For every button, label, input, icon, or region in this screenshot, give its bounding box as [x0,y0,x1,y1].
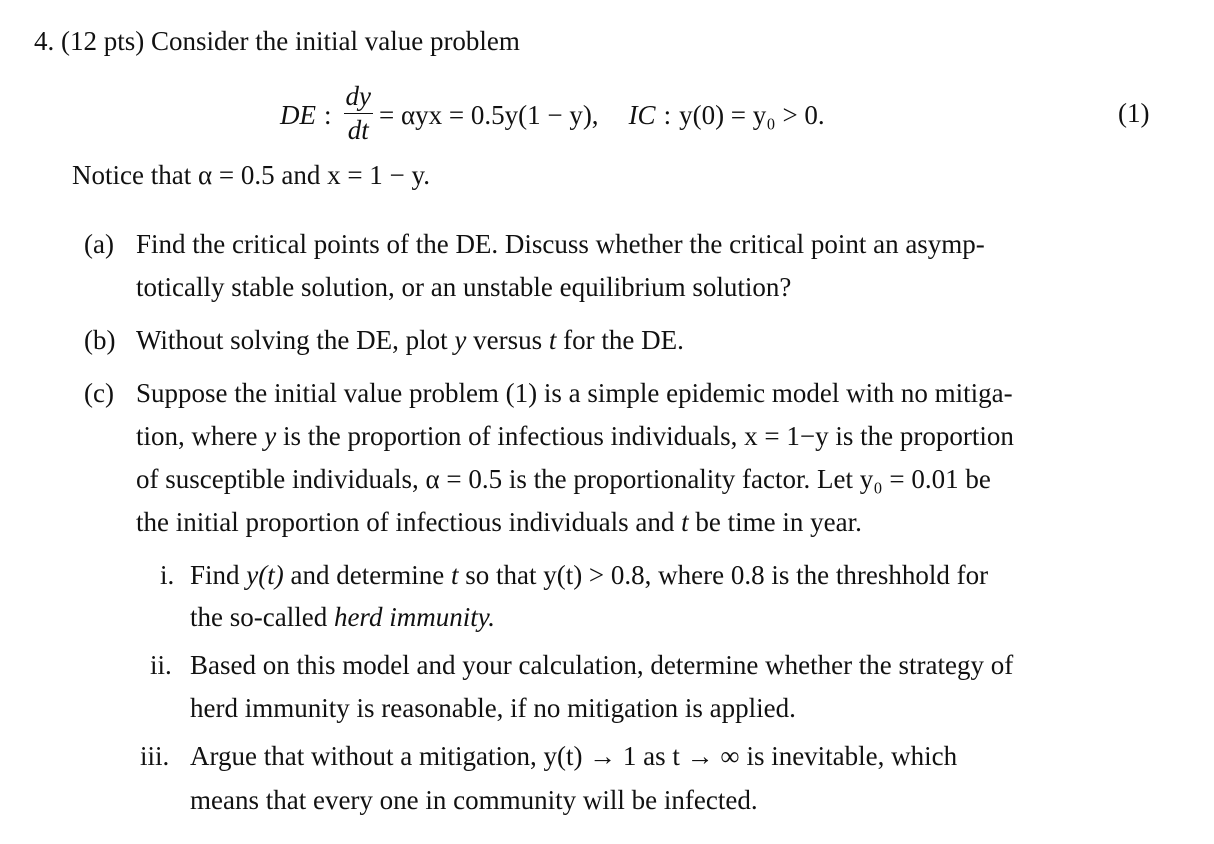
part-c-line2-x: x = 1−y [744,421,829,451]
part-a-label: (a) [84,229,114,259]
sub-i-line2 [190,602,495,633]
sub-i-t: t [450,560,459,590]
part-c-line4-b: be time in year. [695,507,862,537]
sub-iii-a: Argue that without a mitigation, [190,741,537,771]
sub-i-herd-immunity: herd immunity. [333,602,495,632]
problem-intro: Consider the initial value problem [151,26,520,56]
part-c-line2-b: is the proportion of infectious individuals, [282,421,738,451]
sub-iii-b: is inevitable, which [746,741,958,771]
part-c-line3-alpha: α = 0.5 [425,464,503,494]
ic-label: IC [628,99,656,130]
part-c-line3-b: is the proportionality factor. Let [508,464,854,494]
part-c-line3-a: of susceptible individuals, [136,464,419,494]
sub-iii-label: iii. [140,741,170,771]
part-a-line2: totically stable solution, or an unstable equilibrium solution? [136,272,792,302]
sub-i-a: Find [190,560,240,590]
part-c-line3-c: be [965,464,991,494]
fraction-denominator: dt [347,114,369,145]
part-c-line4-t: t [681,507,689,537]
part-b-label: (b) [84,325,116,355]
de-colon: : [324,99,332,130]
fraction-numerator: dy [345,81,371,112]
part-c-line2-a: tion, where [136,421,258,451]
part-c-label: (c) [84,378,114,408]
notice-line [72,160,430,191]
part-c-line4 [136,507,862,538]
sub-ii-line1: Based on this model and your calculation, determine whether the strategy of [190,650,1014,680]
sub-iii-line1 [190,741,957,772]
sub-iii-line2: means that every one in community will be infected. [190,785,758,815]
equation-rhs: = αyx = 0.5y(1 − y), [379,99,599,130]
sub-i-line1 [190,560,988,591]
problem-points: (12 pts) [61,26,145,56]
sub-i-ineq: y(t) > 0.8, [543,560,652,590]
problem-number: 4. [34,26,55,56]
sub-i-line2-a: the so-called [190,602,328,632]
sub-ii-label: ii. [150,650,172,680]
fraction-bar [344,113,373,114]
notice-alpha: α = 0.5 [197,160,275,190]
part-c-line2 [136,421,1014,452]
part-c-line1: Suppose the initial value problem (1) is a simple epidemic model with no mitiga- [136,378,1013,408]
sub-i-c: so that [465,560,537,590]
dy-dt-fraction [344,82,373,144]
part-b-t2: versus [473,325,543,355]
de-label: DE [280,99,316,130]
ic-expression: y(0) = y₀ > 0. [679,99,825,130]
part-b-var-t: t [548,325,557,355]
part-c-line3 [136,464,991,495]
part-b-t1: Without solving the DE, plot [136,325,448,355]
sub-i-label: i. [160,560,175,590]
sub-i-yt: y(t) [246,560,284,590]
equation-number: (1) [1118,98,1150,128]
part-b-t3: for the DE. [563,325,684,355]
notice-and: and [281,160,321,190]
part-b-text [136,325,684,356]
part-a-line1: Find the critical points of the DE. Discuss whether the critical point an asymp- [136,229,985,259]
problem-header [34,26,520,57]
part-c-line3-y0: y₀ = 0.01 [859,464,959,494]
part-c-line2-y: y [264,421,277,451]
notice-lead: Notice that [72,160,192,190]
ic-colon: : [663,99,672,130]
sub-i-d: where 0.8 is the threshhold for [658,560,989,590]
notice-x: x = 1 − y. [327,160,431,190]
sub-ii-line2: herd immunity is reasonable, if no mitigation is applied. [190,693,796,723]
sub-iii-limit: y(t) → 1 as t → ∞ [543,741,740,771]
part-c-line2-c: is the proportion [835,421,1014,451]
display-equation [280,80,825,150]
sub-i-b: and determine [290,560,445,590]
part-c-line4-a: the initial proportion of infectious individuals and [136,507,675,537]
part-b-var-y: y [454,325,467,355]
